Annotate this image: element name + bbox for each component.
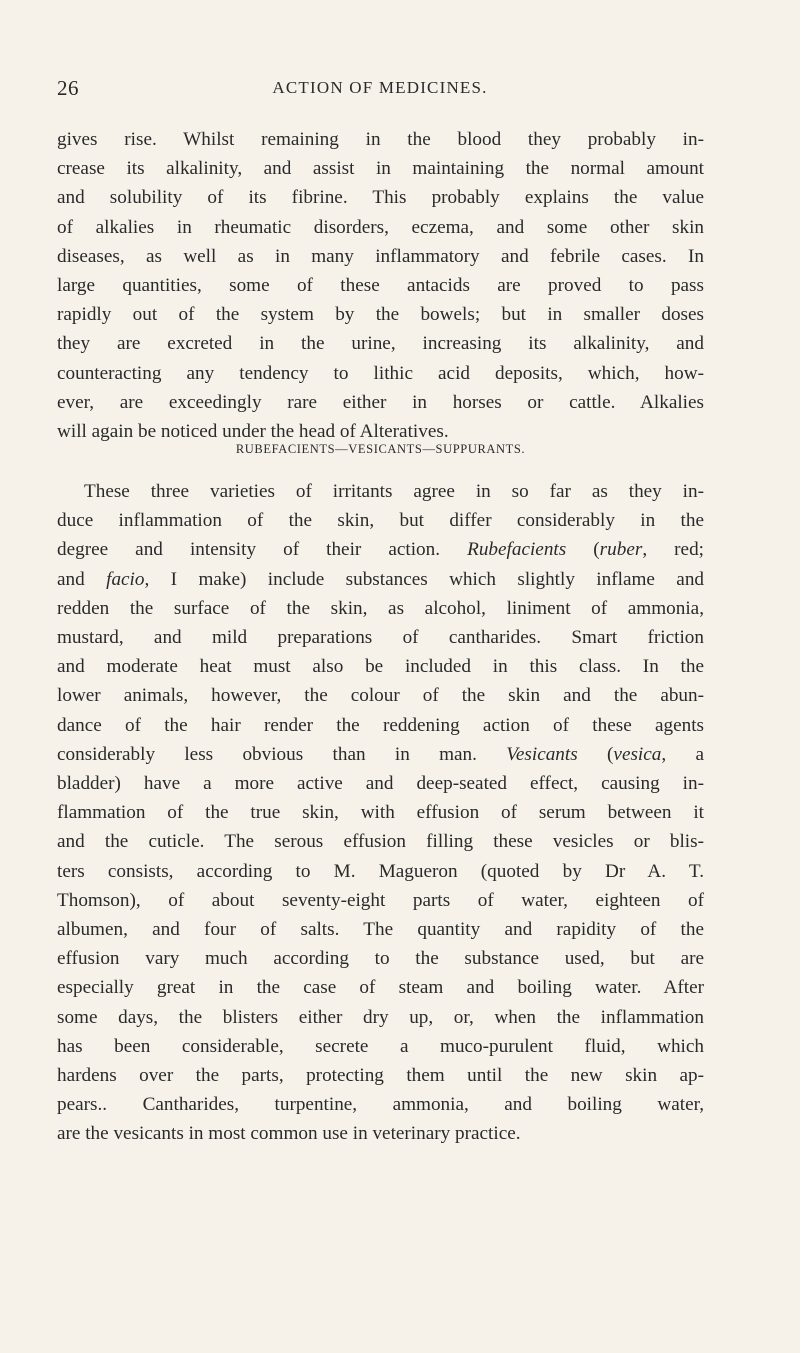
text-line: some days, the blisters either dry up, or, when the inflammation xyxy=(57,1006,704,1028)
text-line: they are excreted in the urine, increasing its alkalinity, and xyxy=(57,333,704,355)
text-line: especially great in the case of steam and boiling water. After xyxy=(57,977,704,999)
term-vesicants: Vesicants xyxy=(506,743,578,765)
text-line: hardens over the parts, protecting them until the new skin ap- xyxy=(57,1065,704,1087)
text-line: Thomson), of about seventy-eight parts of water, eighteen of xyxy=(57,889,704,911)
text-line: and moderate heat must also be included in this class. In the xyxy=(57,656,704,678)
text-fragment: , I make) include substances which slightly inflame and xyxy=(144,568,705,590)
text-line: lower animals, however, the colour of the skin and the abun- xyxy=(57,685,704,707)
latin-ruber: ruber xyxy=(599,539,643,561)
term-rubefacients: Rubefacients xyxy=(467,539,567,561)
running-title: ACTION OF MEDICINES. xyxy=(272,78,488,97)
text-line: duce inflammation of the skin, but differ considerably in the xyxy=(57,510,704,532)
text-fragment: degree and intensity of their action. xyxy=(57,539,441,561)
text-line: bladder) have a more active and deep-seated effect, causing in- xyxy=(57,773,704,795)
latin-facio: facio xyxy=(106,568,145,590)
text-fragment: ( xyxy=(607,743,614,765)
text-fragment: , a xyxy=(661,743,705,765)
text-line: crease its alkalinity, and assist in maintaining the normal amount xyxy=(57,158,704,180)
text-line xyxy=(57,740,704,769)
text-line: has been considerable, secrete a muco-purulent fluid, which xyxy=(57,1035,704,1057)
text-fragment: , red; xyxy=(642,539,704,561)
page-number: 26 xyxy=(57,76,79,100)
text-line: counteracting any tendency to lithic acid deposits, which, how- xyxy=(57,362,704,384)
text-line: of alkalies in rheumatic disorders, eczema, and some other skin xyxy=(57,216,704,238)
text-line: effusion vary much according to the substance used, but are xyxy=(57,948,704,970)
text-line: rapidly out of the system by the bowels; but in smaller doses xyxy=(57,304,704,326)
text-line: redden the surface of the skin, as alcohol, liniment of ammonia, xyxy=(57,597,704,619)
text-fragment: ( xyxy=(593,539,600,561)
text-line: diseases, as well as in many inflammatory and febrile cases. In xyxy=(57,245,704,267)
text-line: will again be noticed under the head of Alteratives. xyxy=(57,421,449,443)
latin-vesica: vesica xyxy=(613,743,662,765)
text-line: albumen, and four of salts. The quantity and rapidity of the xyxy=(57,919,704,941)
paragraph-alkalies xyxy=(57,125,704,446)
text-line: and solubility of its fibrine. This probably explains the value xyxy=(57,187,704,209)
text-line: pears.. Cantharides, turpentine, ammonia, and boiling water, xyxy=(57,1094,704,1116)
text-line xyxy=(57,535,704,564)
text-line: large quantities, some of these antacids are proved to pass xyxy=(57,275,704,297)
text-line: flammation of the true skin, with effusion of serum between it xyxy=(57,802,704,824)
text-line: are the vesicants in most common use in veterinary practice. xyxy=(57,1123,521,1145)
text-line: mustard, and mild preparations of cantharides. Smart friction xyxy=(57,627,704,649)
text-line: dance of the hair render the reddening action of these agents xyxy=(57,714,704,736)
paragraph-irritants xyxy=(57,477,704,1149)
text-line xyxy=(57,565,704,594)
running-head xyxy=(57,76,703,106)
text-line: gives rise. Whilst remaining in the blood they probably in- xyxy=(57,129,704,150)
text-line: These three varieties of irritants agree in so far as they in- xyxy=(84,481,704,502)
section-heading: RUBEFACIENTS—VESICANTS—SUPPURANTS. xyxy=(235,442,526,456)
text-line: ters consists, according to M. Magueron (quoted by Dr A. T. xyxy=(57,860,704,882)
text-line: ever, are exceedingly rare either in horses or cattle. Alkalies xyxy=(57,391,704,413)
text-fragment: and xyxy=(57,568,85,590)
text-fragment: considerably less obvious than in man. xyxy=(57,743,477,765)
text-line: and the cuticle. The serous effusion filling these vesicles or blis- xyxy=(57,831,704,853)
